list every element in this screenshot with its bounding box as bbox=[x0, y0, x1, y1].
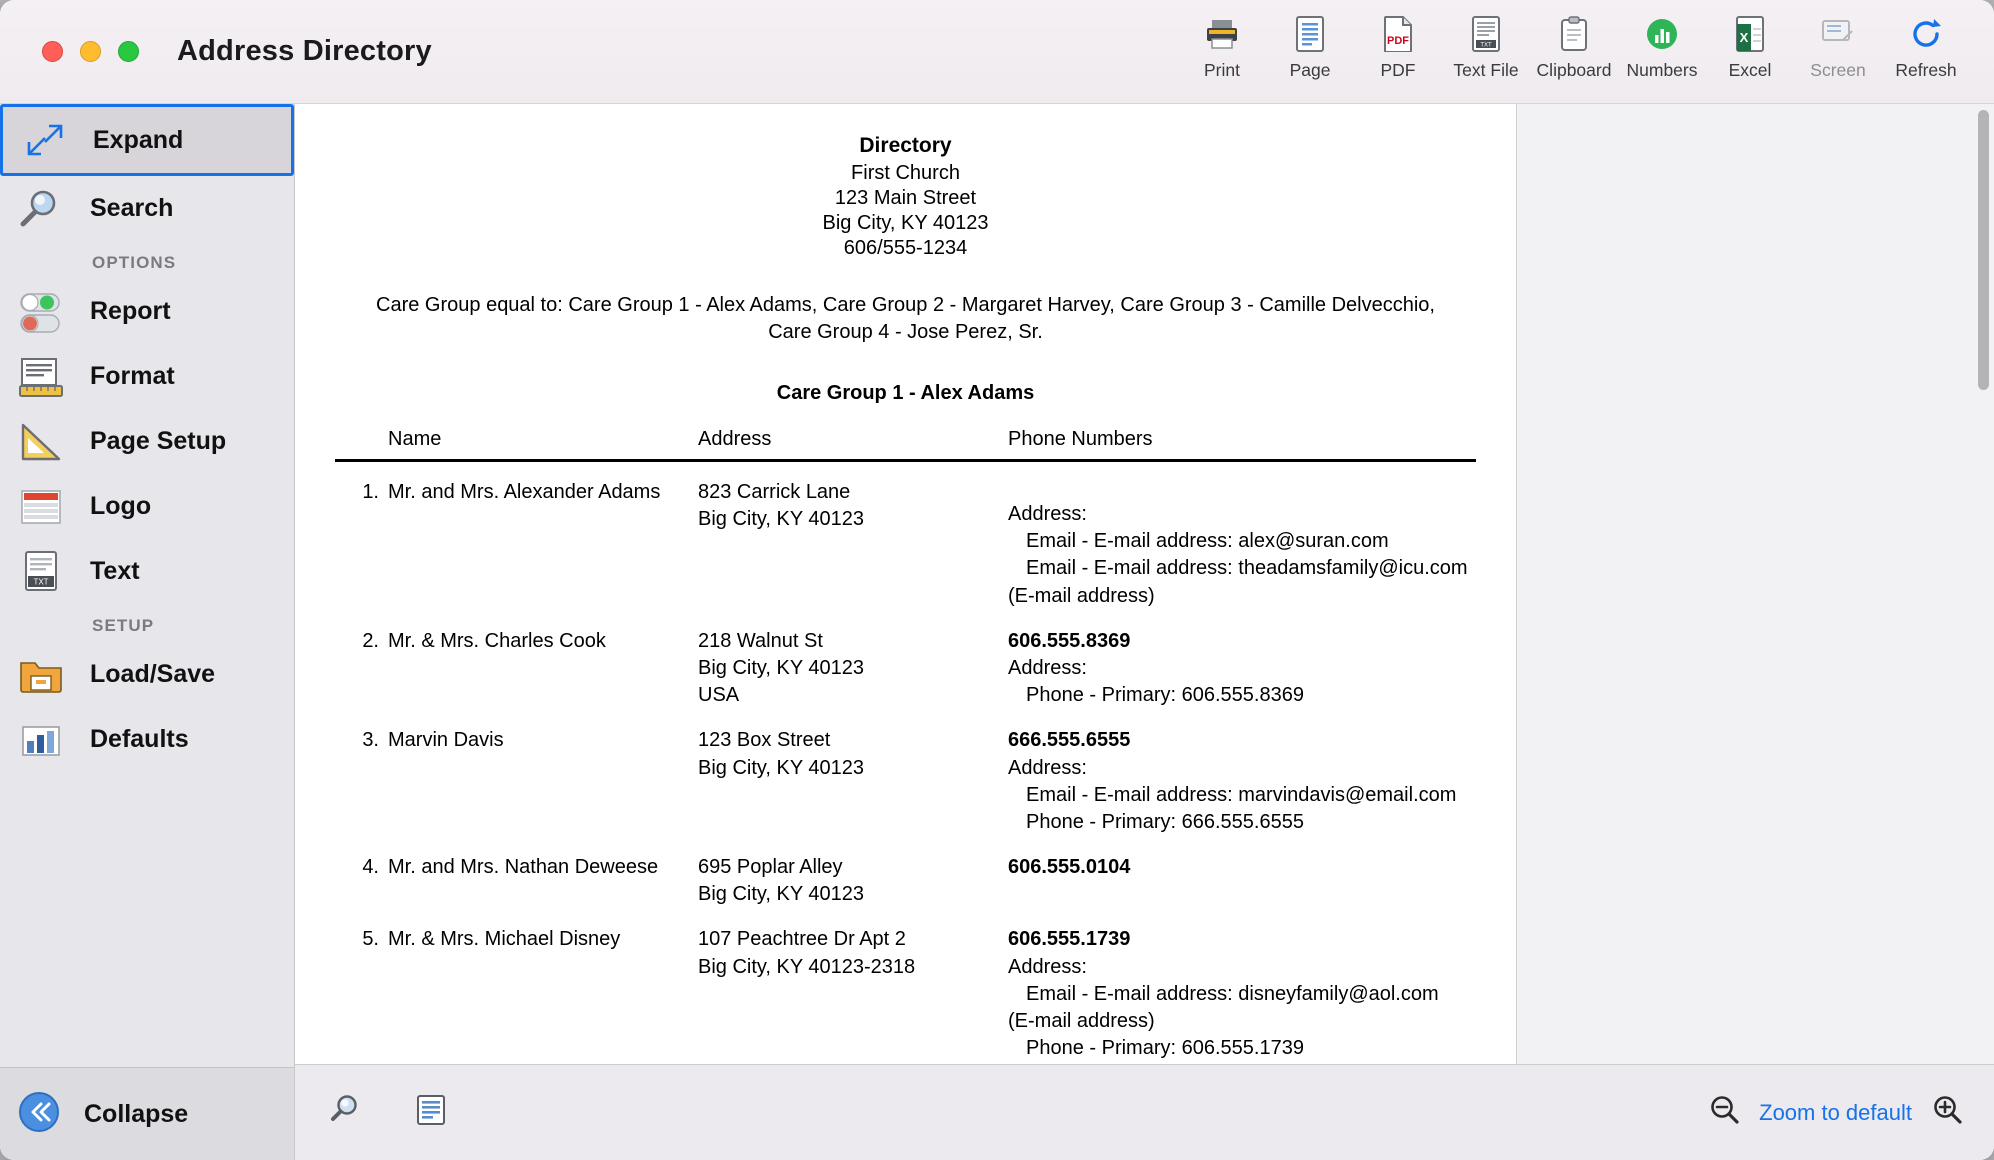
zoom-in-icon[interactable] bbox=[1930, 1093, 1964, 1132]
entry-phone-primary: 606.555.0104 bbox=[1008, 856, 1131, 879]
toolbar-pdf-label: PDF bbox=[1380, 60, 1416, 80]
entry-phone-line: Address: bbox=[1008, 503, 1087, 525]
screen-icon bbox=[1821, 14, 1855, 54]
entry-phone-primary: 606.555.8369 bbox=[1008, 629, 1131, 652]
scrollbar-thumb[interactable] bbox=[1978, 110, 1989, 390]
document-org-line-1: First Church bbox=[851, 162, 960, 184]
toolbar-excel[interactable] bbox=[1706, 14, 1794, 81]
entry-address-line: 695 Poplar Alley bbox=[698, 856, 843, 879]
entry-phone-line: Address: bbox=[1008, 955, 1087, 978]
entry-address bbox=[697, 710, 1007, 837]
pdf-icon bbox=[1382, 14, 1414, 54]
entry-phone-line: (E-mail address) bbox=[1008, 584, 1155, 607]
svg-text:TXT: TXT bbox=[33, 577, 49, 586]
chevrons-left-icon bbox=[14, 1089, 64, 1140]
sidebar-item-format-label: Format bbox=[90, 362, 175, 390]
entry-phone-primary: 606.555.1739 bbox=[1008, 928, 1131, 951]
toolbar-page-label: Page bbox=[1289, 60, 1331, 80]
document-page bbox=[295, 104, 1517, 1064]
entry-name: Mr. and Mrs. Alexander Adams bbox=[388, 481, 661, 503]
sidebar-item-text[interactable] bbox=[0, 539, 294, 604]
folder-icon bbox=[14, 652, 70, 698]
sidebar-item-page-setup-label: Page Setup bbox=[90, 427, 227, 455]
entry-number: 2. bbox=[362, 629, 379, 652]
refresh-icon bbox=[1908, 14, 1944, 54]
entry-phone bbox=[1007, 909, 1476, 1063]
sidebar-item-collapse[interactable] bbox=[0, 1067, 294, 1160]
svg-text:PDF: PDF bbox=[1387, 35, 1409, 47]
entry-number: 3. bbox=[362, 729, 379, 752]
text-file-icon bbox=[1470, 14, 1502, 54]
column-phone-numbers: Phone Numbers bbox=[1007, 427, 1476, 461]
entry-name: Marvin Davis bbox=[388, 729, 504, 752]
toolbar-text-file[interactable] bbox=[1442, 14, 1530, 81]
entry-address bbox=[697, 909, 1007, 1063]
entry-address-line: 107 Peachtree Dr Apt 2 bbox=[698, 928, 906, 951]
triangle-ruler-icon bbox=[14, 419, 70, 465]
toolbar-clipboard[interactable] bbox=[1530, 14, 1618, 81]
entry-address-line: 218 Walnut St bbox=[698, 629, 823, 652]
svg-text:TXT: TXT bbox=[1480, 42, 1492, 49]
table-row bbox=[335, 461, 1476, 611]
entry-phone bbox=[1007, 611, 1476, 711]
sidebar-group-options: OPTIONS bbox=[92, 253, 177, 272]
toolbar bbox=[1178, 0, 1970, 103]
document-lines-icon[interactable] bbox=[415, 1093, 447, 1132]
entry-phone bbox=[1007, 710, 1476, 837]
entry-address-line: Big City, KY 40123 bbox=[698, 756, 865, 779]
vertical-scrollbar[interactable] bbox=[1978, 110, 1989, 1030]
toolbar-refresh-label: Refresh bbox=[1895, 60, 1957, 80]
column-number bbox=[335, 427, 387, 461]
entry-address-line: Big City, KY 40123 bbox=[698, 656, 865, 679]
magnifier-icon bbox=[14, 186, 70, 232]
ruler-icon bbox=[14, 354, 70, 400]
entry-phone bbox=[1007, 837, 1476, 909]
txt-document-icon bbox=[14, 549, 70, 595]
sidebar-item-load-save-label: Load/Save bbox=[90, 660, 216, 688]
title-bar bbox=[0, 0, 1994, 104]
entry-address bbox=[697, 611, 1007, 711]
entry-phone-line: Email - E-mail address: theadamsfamily@icu.com bbox=[1026, 557, 1468, 580]
entry-name: Mr. and Mrs. Nathan Deweese bbox=[388, 856, 659, 879]
document-org-line-2: 123 Main Street bbox=[834, 187, 977, 209]
entry-phone-line: Phone - Primary: 606.555.8369 bbox=[1026, 684, 1304, 707]
entry-address-line: Big City, KY 40123 bbox=[698, 508, 865, 531]
zoom-out-icon[interactable] bbox=[1707, 1093, 1741, 1132]
document-group-heading: Care Group 1 - Alex Adams bbox=[776, 382, 1035, 404]
toolbar-refresh[interactable] bbox=[1882, 14, 1970, 81]
logo-icon bbox=[14, 484, 70, 530]
excel-icon bbox=[1734, 14, 1766, 54]
entry-address-line: USA bbox=[698, 684, 740, 707]
document-org-line-4: 606/555-1234 bbox=[843, 237, 968, 259]
printer-icon bbox=[1204, 14, 1240, 54]
sidebar-item-page-setup[interactable] bbox=[0, 409, 294, 474]
sidebar-item-logo-label: Logo bbox=[90, 492, 152, 520]
entry-phone-line: Email - E-mail address: alex@suran.com bbox=[1026, 530, 1389, 553]
toolbar-pdf[interactable] bbox=[1354, 14, 1442, 81]
search-icon[interactable] bbox=[329, 1093, 363, 1132]
numbers-icon bbox=[1645, 14, 1679, 54]
toolbar-excel-label: Excel bbox=[1728, 60, 1772, 80]
maximize-button[interactable] bbox=[118, 41, 139, 62]
table-row bbox=[335, 710, 1476, 837]
close-button[interactable] bbox=[42, 41, 63, 62]
clipboard-icon bbox=[1558, 14, 1590, 54]
entry-address-line: 123 Box Street bbox=[698, 729, 831, 752]
page-title: Address Directory bbox=[177, 35, 432, 67]
entry-number: 1. bbox=[362, 481, 379, 503]
entry-phone-primary: 666.555.6555 bbox=[1008, 729, 1131, 752]
toolbar-page[interactable] bbox=[1266, 14, 1354, 81]
sidebar-item-defaults-label: Defaults bbox=[90, 725, 189, 753]
toggle-switch-icon bbox=[14, 289, 70, 335]
sidebar-item-logo[interactable] bbox=[0, 474, 294, 539]
document-criteria: Care Group equal to: Care Group 1 - Alex Adams, Care Group 2 - Margaret Harvey, Care Group 3 - Camille Delvecchio, Care Group 4 - Jose Perez, Sr. bbox=[376, 294, 1435, 343]
sidebar-item-collapse-label: Collapse bbox=[84, 1099, 189, 1128]
toolbar-print-label: Print bbox=[1204, 60, 1240, 80]
bottom-bar bbox=[295, 1064, 1994, 1160]
window-controls bbox=[42, 41, 139, 62]
sidebar-item-search-label: Search bbox=[90, 194, 174, 222]
sidebar-item-report-label: Report bbox=[90, 297, 171, 325]
sidebar-item-search[interactable] bbox=[0, 176, 294, 241]
entry-name: Mr. & Mrs. Michael Disney bbox=[388, 928, 621, 951]
minimize-button[interactable] bbox=[80, 41, 101, 62]
column-name: Name bbox=[387, 427, 697, 461]
sidebar-item-load-save[interactable] bbox=[0, 642, 294, 707]
table-row bbox=[335, 837, 1476, 909]
entry-phone-line: (E-mail address) bbox=[1008, 1010, 1155, 1032]
svg-text:X: X bbox=[1739, 30, 1749, 45]
table-row bbox=[335, 909, 1476, 1063]
page-icon bbox=[1294, 14, 1326, 54]
entry-address-line: 823 Carrick Lane bbox=[698, 481, 851, 503]
entry-phone-line: Address: bbox=[1008, 656, 1087, 679]
sidebar-item-expand-label: Expand bbox=[93, 125, 184, 154]
sidebar-item-report[interactable] bbox=[0, 279, 294, 344]
bar-chart-icon bbox=[14, 717, 70, 763]
window-body bbox=[0, 104, 1994, 1160]
entry-phone bbox=[1007, 461, 1476, 611]
table-row bbox=[335, 611, 1476, 711]
expand-arrows-icon bbox=[17, 117, 73, 163]
entry-name: Mr. & Mrs. Charles Cook bbox=[388, 629, 606, 652]
sidebar-item-defaults[interactable] bbox=[0, 707, 294, 772]
entry-phone-line: Address: bbox=[1008, 756, 1087, 779]
directory-table bbox=[335, 427, 1476, 1063]
sidebar bbox=[0, 104, 295, 1160]
zoom-to-default-button[interactable]: Zoom to default bbox=[1759, 1099, 1912, 1125]
sidebar-item-expand[interactable] bbox=[0, 104, 294, 176]
column-address: Address bbox=[697, 427, 1007, 461]
entry-number: 4. bbox=[362, 856, 379, 879]
document-title: Directory bbox=[859, 134, 952, 157]
entry-address bbox=[697, 837, 1007, 909]
sidebar-group-setup: SETUP bbox=[92, 616, 155, 635]
sidebar-item-text-label: Text bbox=[90, 557, 140, 585]
entry-phone-line: Email - E-mail address: disneyfamily@aol.com bbox=[1026, 982, 1439, 1005]
entry-address-line: Big City, KY 40123-2318 bbox=[698, 955, 916, 978]
toolbar-print[interactable] bbox=[1178, 14, 1266, 81]
toolbar-screen-label: Screen bbox=[1810, 60, 1866, 80]
entry-number: 5. bbox=[362, 928, 379, 951]
toolbar-numbers[interactable] bbox=[1618, 14, 1706, 81]
document-org-line-3: Big City, KY 40123 bbox=[822, 212, 989, 234]
document-area bbox=[295, 104, 1994, 1160]
entry-phone-line: Email - E-mail address: marvindavis@email.com bbox=[1026, 783, 1457, 806]
entry-phone-line: Phone - Primary: 666.555.6555 bbox=[1026, 810, 1304, 833]
toolbar-numbers-label: Numbers bbox=[1626, 60, 1698, 80]
sidebar-item-format[interactable] bbox=[0, 344, 294, 409]
entry-address-line: Big City, KY 40123 bbox=[698, 883, 865, 906]
entry-phone-line: Phone - Primary: 606.555.1739 bbox=[1026, 1037, 1304, 1060]
toolbar-text-file-label: Text File bbox=[1453, 60, 1519, 80]
entry-address bbox=[697, 461, 1007, 611]
toolbar-screen[interactable] bbox=[1794, 14, 1882, 81]
toolbar-clipboard-label: Clipboard bbox=[1536, 60, 1612, 80]
table-header-row bbox=[335, 427, 1476, 461]
